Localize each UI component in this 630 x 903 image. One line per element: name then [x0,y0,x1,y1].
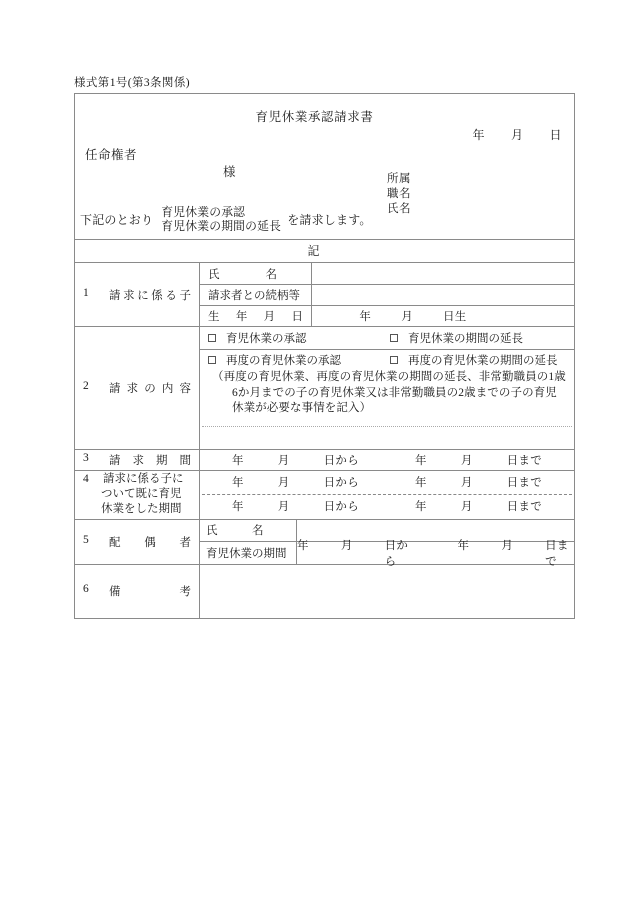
label-char: 生 [208,311,220,323]
label-char: 考 [179,586,191,598]
child-relation-input[interactable] [312,284,574,305]
range-year-start: 年 [297,539,309,552]
label-char: 請 [109,454,121,467]
section-1-label [75,263,199,326]
label-char: 間 [179,454,191,467]
checkbox-option-reextension[interactable] [390,352,558,368]
section-5-values [296,520,574,568]
section-3-date-range[interactable] [199,450,574,470]
label-char: に [137,289,149,302]
label-char: 偶 [144,536,156,549]
child-name-sub-label: 氏 名 [208,268,277,281]
range-from-label: 日から [323,454,359,467]
section-6-label [75,565,199,618]
checkbox-option-extension[interactable] [390,330,523,346]
range-to-label: 日まで [506,477,543,489]
section-4-label-text [83,472,199,517]
section-6-label-text [103,583,193,599]
section-1-values [311,263,574,326]
request-option-extension: 育児休業の期間の延長 [161,219,282,233]
checkbox-option-reapproval[interactable] [208,352,390,368]
checkbox-icon[interactable] [390,334,398,342]
checkbox-label: 再度の育児休業の承認 [226,355,341,367]
affiliation-label: 所属 [387,173,411,185]
child-name-input[interactable] [312,263,574,284]
section-4-label-line-1 [83,472,195,487]
section-5-sub-labels [199,520,296,564]
section-1-row [75,262,574,326]
label-char: 求 [123,289,135,302]
checkbox-label: 育児休業の期間の延長 [408,333,523,345]
section-3-label [75,450,199,470]
range-from-label: 日から [323,501,359,513]
section-2-row [75,326,574,449]
checkbox-group-row-2 [200,349,574,370]
ki-row [75,239,574,262]
honorific-label: 様 [223,165,236,179]
request-options [161,205,281,233]
range-month-start: 月 [277,454,290,467]
section-2-note [200,370,574,417]
header-row [75,94,574,239]
form-number: 様式第1号(第3条関係) [74,77,190,89]
section-5-label [75,520,199,564]
label-char: の [144,382,156,395]
note-line-2: 6か月までの子の育児休業又は非常勤職員の2歳までの子の育児 [232,386,557,399]
form-table [74,93,575,619]
child-relation-sub-label: 請求者との続柄等 [200,284,311,305]
section-2-label [75,327,199,449]
range-month-end: 月 [460,454,473,467]
section-2-free-space[interactable] [200,417,574,426]
label-char: 子 [179,289,191,302]
date-day-label: 日 [549,128,562,142]
range-from-label: 日から [384,539,409,568]
checkbox-group-row-1 [200,327,574,349]
range-year-end: 年 [415,477,427,489]
section-4-label-line-2: ついて既に育児 [101,488,182,500]
section-6-notes-input[interactable] [199,565,574,618]
section-4-label-line-3: 休業をした期間 [101,503,182,515]
section-4-content [199,471,574,519]
range-from-label: 日から [323,477,359,489]
child-birthdate-line [312,308,574,324]
section-4-date-range-2[interactable] [200,495,574,518]
appointer-label: 任命権者 [85,148,138,162]
birth-year-label: 年 [359,311,372,323]
date-month-label: 月 [510,128,524,142]
range-to-label: 日まで [506,454,543,467]
date-range-line [200,474,574,490]
label-char: 月 [263,311,276,323]
range-to-label: 日まで [506,501,543,513]
range-year-end: 年 [457,539,470,552]
spouse-name-sub-label: 氏 名 [206,525,264,537]
range-year-start: 年 [231,501,244,513]
label-char: 求 [132,454,144,467]
label-char: 請 [109,289,121,302]
checkbox-label: 再度の育児休業の期間の延長 [408,355,558,367]
section-4-label [75,471,199,519]
range-month-start: 月 [277,501,290,513]
range-year-end: 年 [415,454,427,467]
range-year-start: 年 [231,477,244,489]
range-month-start: 月 [277,477,290,489]
label-char: 期 [156,454,168,467]
section-4-label-text-1: 請求に係る子に [103,473,184,485]
page-title: 育児休業承認請求書 [255,110,374,124]
request-lead-text: 下記のとおり [80,212,154,227]
submission-date-line [472,126,562,143]
label-char: 容 [179,382,191,395]
section-1-sub-labels [199,263,311,326]
note-line-3: 休業が必要な事情を記入） [232,402,372,414]
position-label: 職名 [387,188,411,200]
label-char: 配 [109,536,121,549]
section-4-row [75,470,574,519]
name-label: 氏名 [387,203,411,215]
date-range-line [200,498,574,514]
section-4-date-range-1[interactable] [200,471,574,494]
range-year-end: 年 [415,501,427,513]
label-char: 求 [126,382,139,395]
range-year-start: 年 [231,454,244,467]
child-birthdate-input[interactable] [312,305,574,326]
checkbox-icon[interactable] [208,334,216,342]
label-char: 者 [179,536,191,549]
birth-day-label: 日生 [443,311,467,323]
section-3-number: 3 [83,451,89,464]
applicant-info-block [387,172,411,217]
request-option-approval: 育児休業の承認 [161,205,246,219]
section-4-number: 4 [83,473,89,485]
child-birthdate-sub-label [200,305,311,326]
date-range-line [200,452,574,468]
checkbox-icon[interactable] [390,356,398,364]
note-line-1: （再度の育児休業、再度の育児休業の期間の延長、非常勤職員の1歳 [212,371,566,383]
date-year-label: 年 [472,128,485,142]
checkbox-label: 育児休業の承認 [226,333,307,345]
label-char: 備 [109,586,121,598]
range-month-end: 月 [460,477,473,489]
header-block [75,94,574,239]
section-5-number: 5 [83,533,89,546]
request-tail-text: を請求します。 [287,212,372,227]
label-char: 年 [235,311,248,323]
section-3-label-text [103,452,193,468]
section-2-free-space-lower[interactable] [200,427,574,449]
section-1-number: 1 [83,286,89,299]
label-char: 係 [151,289,163,302]
section-2-label-text [103,380,193,396]
label-char: 請 [109,382,121,395]
section-2-content [199,327,574,449]
section-6-row [75,564,574,618]
label-char: 日 [291,311,303,323]
ki-mark: 記 [307,244,320,258]
range-month-start: 月 [340,539,353,552]
checkbox-icon[interactable] [208,356,216,364]
range-month-end: 月 [460,501,473,513]
spouse-leave-period-input[interactable] [297,539,574,568]
label-char: る [165,289,177,302]
label-char: 内 [161,382,174,395]
range-month-end: 月 [501,539,514,552]
birth-month-label: 月 [401,311,413,323]
request-sentence [80,205,372,233]
section-3-row [75,449,574,470]
spouse-leave-period-sub-label: 育児休業の期間 [200,541,296,564]
range-to-label: 日まで [545,539,569,568]
checkbox-option-approval[interactable] [208,330,390,346]
section-5-row [75,519,574,568]
section-6-number: 6 [83,583,89,595]
section-1-label-text [103,287,193,303]
section-2-number: 2 [83,379,89,392]
section-5-label-text [103,534,193,550]
